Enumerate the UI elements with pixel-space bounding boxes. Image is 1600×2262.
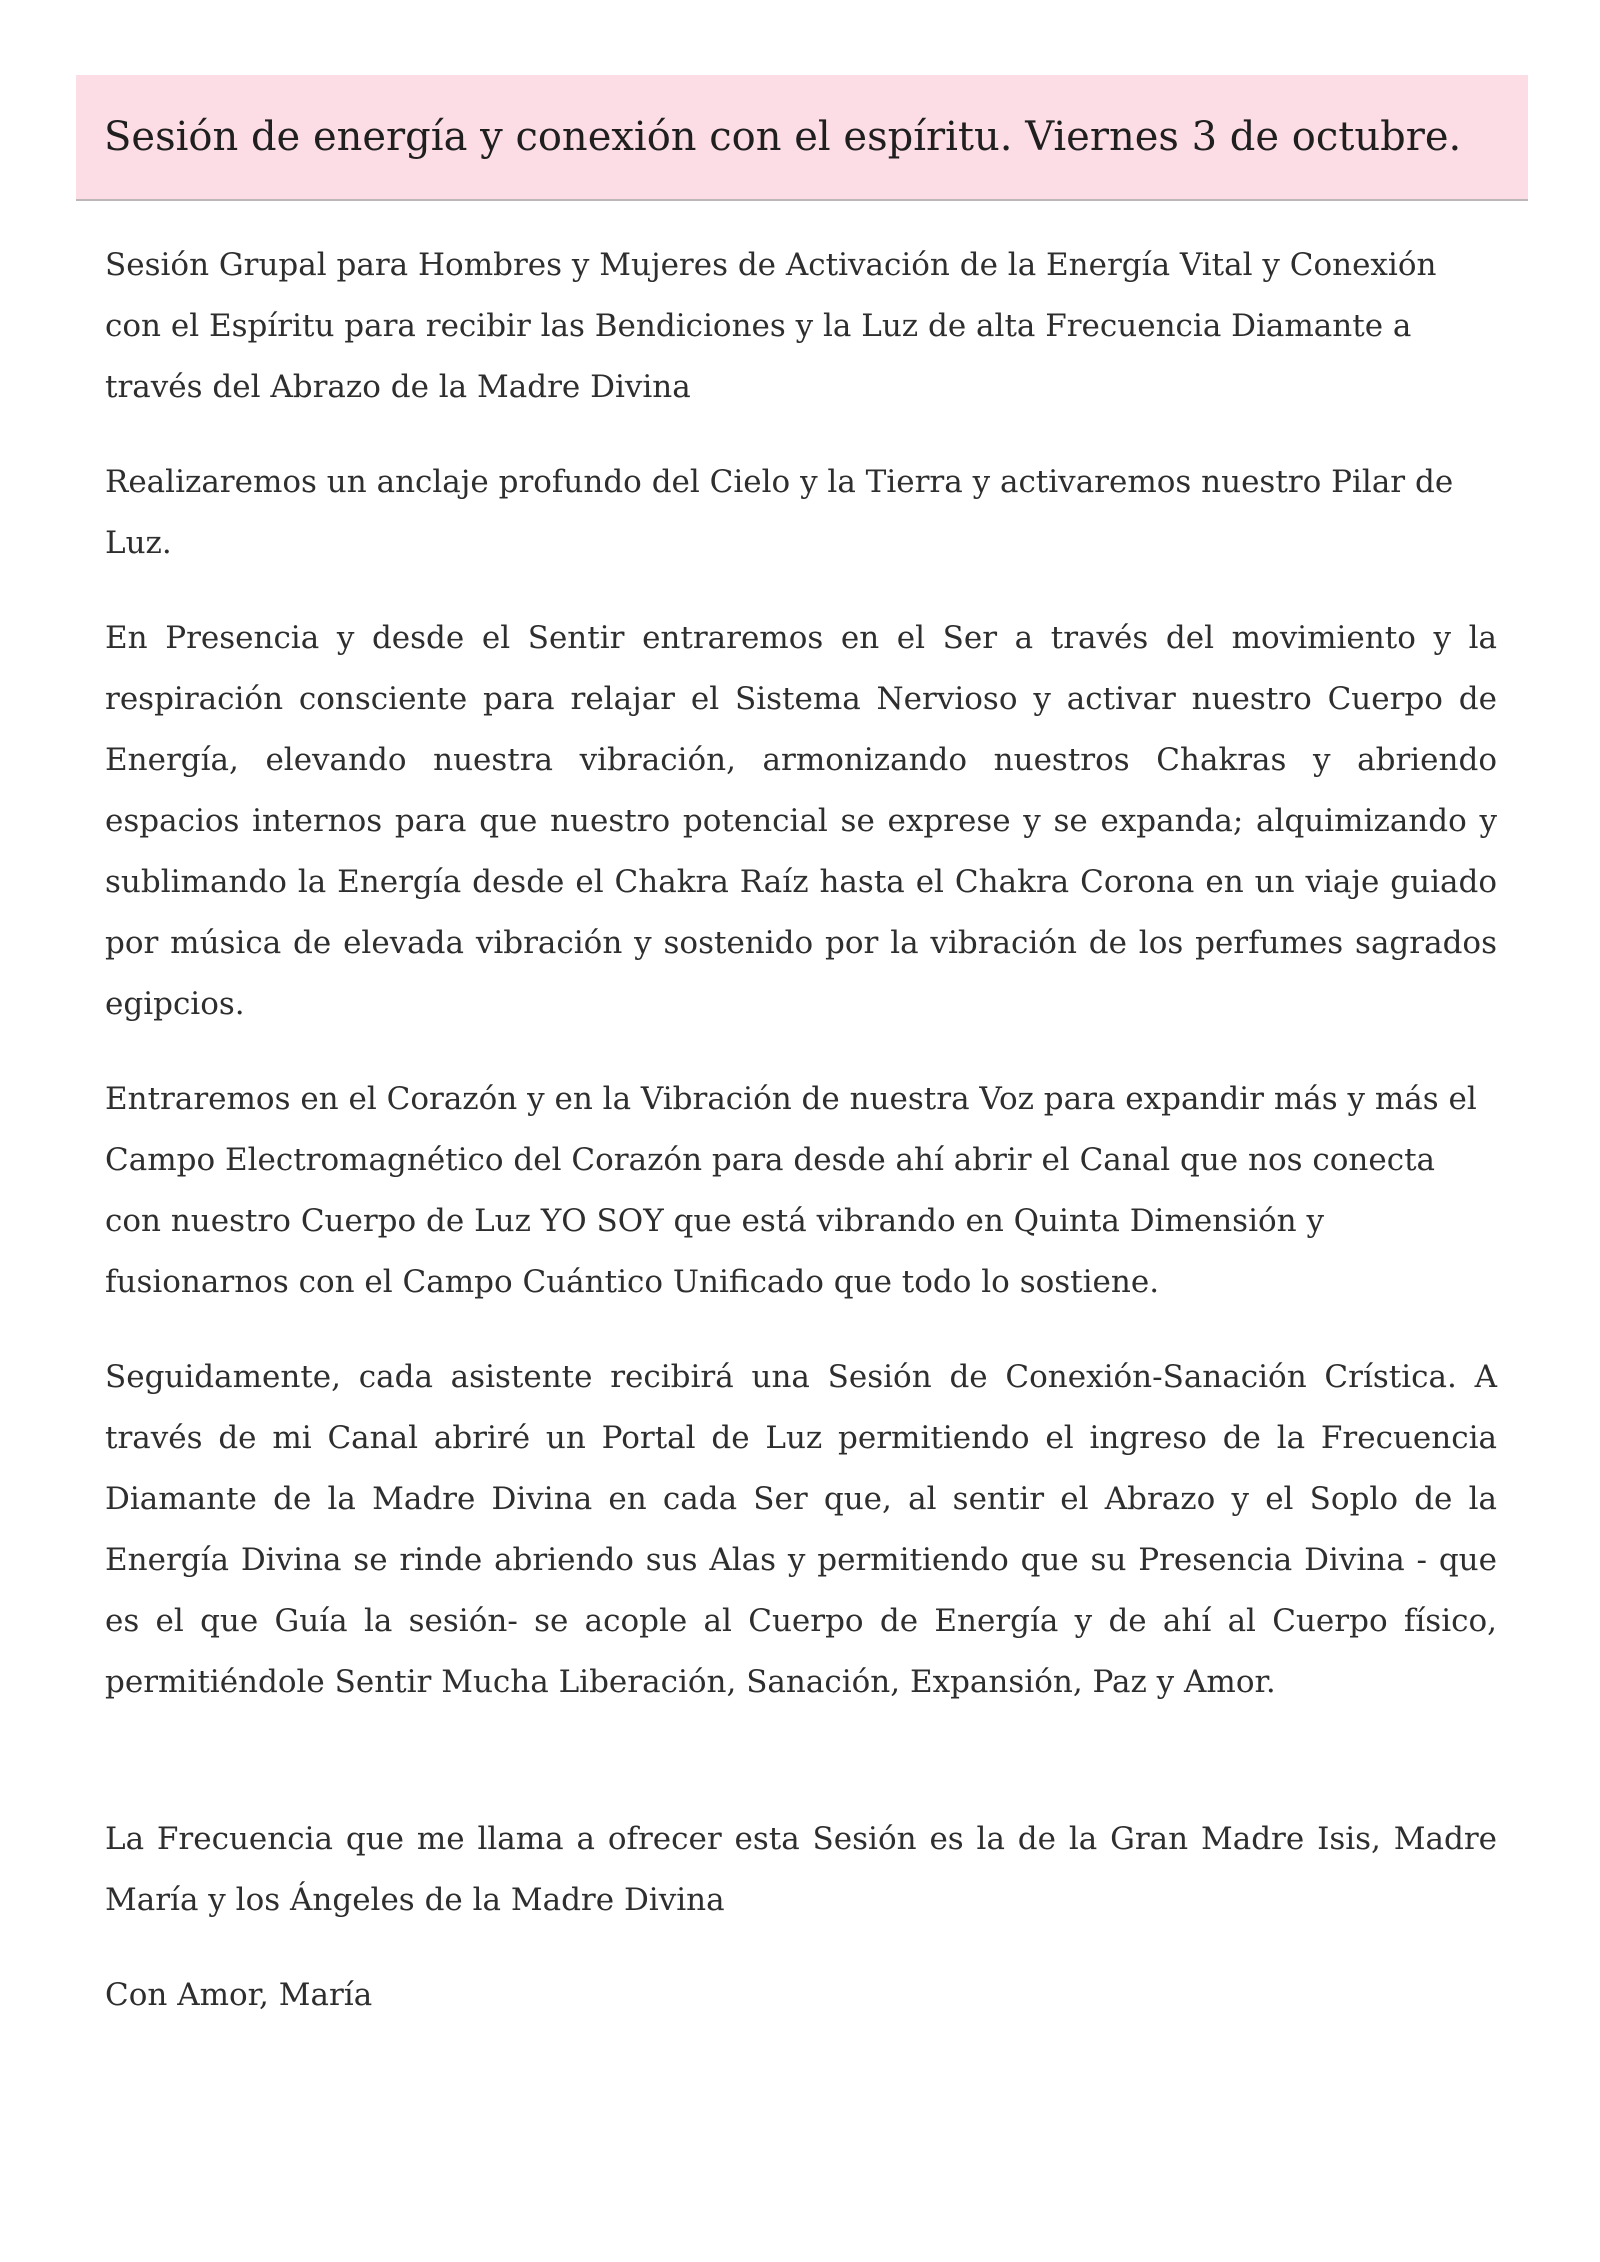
page-title: Sesión de energía y conexión con el espíritu. Viernes 3 de octubre. (104, 114, 1462, 160)
paragraph-heart: Entraremos en el Corazón y en la Vibración de nuestra Voz para expandir más y más el Campo Electromagnético del Corazón para desde ahí abrir el Canal que nos conecta con nuestro Cuerpo de Luz YO SOY que está vibrando en Quinta Dimensión y fusionarnos con el Campo Cuántico Unificado que todo lo sostiene. (105, 1081, 1477, 1300)
paragraph-frequency: La Frecuencia que me llama a ofrecer esta Sesión es la de la Gran Madre Isis, Madre María y los Ángeles de la Madre Divina (105, 1821, 1497, 1918)
paragraph-intro: Sesión Grupal para Hombres y Mujeres de Activación de la Energía Vital y Conexión con el Espíritu para recibir las Bendiciones y la Luz de alta Frecuencia Diamante a través del Abrazo de la Madre Divina (105, 247, 1437, 405)
paragraph-presence: En Presencia y desde el Sentir entraremos en el Ser a través del movimiento y la respiración consciente para relajar el Sistema Nervioso y activar nuestro Cuerpo de Energía, elevando nuestra vibración, armonizando nuestros Chakras y abriendo espacios internos para que nuestro potencial se exprese y se expanda; alquimizando y sublimando la Energía desde el Chakra Raíz hasta el Chakra Corona en un viaje guiado por música de elevada vibración y sostenido por la vibración de los perfumes sagrados egipcios. (105, 620, 1497, 1022)
document-body (105, 235, 1497, 2026)
title-banner (76, 75, 1528, 201)
paragraph-session: Seguidamente, cada asistente recibirá una Sesión de Conexión-Sanación Crística. A través de mi Canal abriré un Portal de Luz permitiendo el ingreso de la Frecuencia Diamante de la Madre Divina en cada Ser que, al sentir el Abrazo y el Soplo de la Energía Divina se rinde abriendo sus Alas y permitiendo que su Presencia Divina - que es el que Guía la sesión- se acople al Cuerpo de Energía y de ahí al Cuerpo físico, permitiéndole Sentir Mucha Liberación, Sanación, Expansión, Paz y Amor. (105, 1359, 1497, 1700)
paragraph-anchoring: Realizaremos un anclaje profundo del Cielo y la Tierra y activaremos nuestro Pilar de Luz. (105, 464, 1454, 561)
signature: Con Amor, María (105, 1977, 373, 2013)
